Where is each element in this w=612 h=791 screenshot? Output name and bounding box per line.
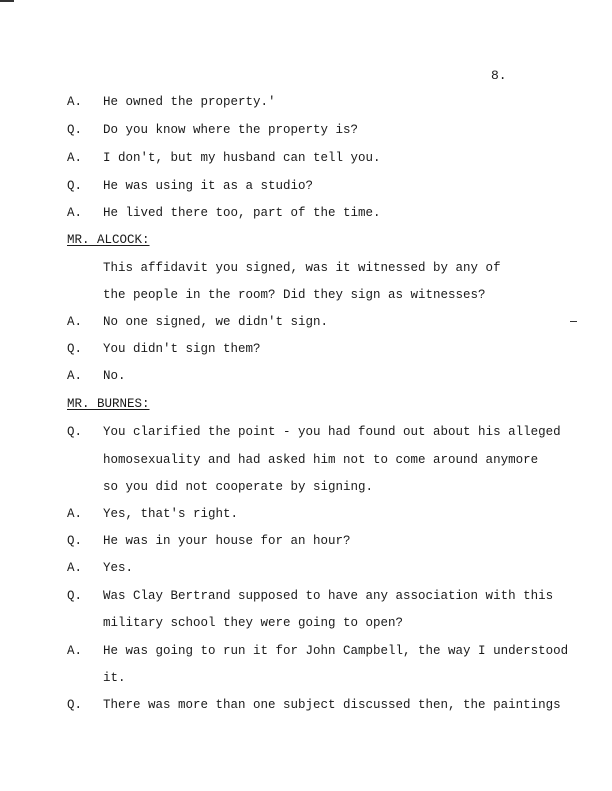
answer-text: I don't, but my husband can tell you.	[103, 151, 381, 165]
question-text: He was in your house for an hour?	[103, 534, 351, 548]
question-text: Do you know where the property is?	[103, 123, 359, 137]
answer-label: A.	[67, 95, 83, 109]
question-label: Q.	[67, 425, 83, 439]
answer-label: A.	[67, 507, 83, 521]
question-label: Q.	[67, 123, 83, 137]
question-text-continued: so you did not cooperate by signing.	[103, 480, 374, 494]
answer-text: He owned the property.'	[103, 95, 276, 109]
answer-text: No one signed, we didn't sign.	[103, 315, 329, 329]
question-text: Was Clay Bertrand supposed to have any association with this	[103, 589, 554, 603]
question-label: Q.	[67, 589, 83, 603]
speaker-heading: MR. ALCOCK:	[67, 233, 150, 247]
answer-label: A.	[67, 206, 83, 220]
answer-text: Yes.	[103, 561, 134, 575]
statement-text: the people in the room? Did they sign as witnesses?	[103, 288, 486, 302]
answer-label: A.	[67, 561, 83, 575]
answer-label: A.	[67, 644, 83, 658]
answer-text: No.	[103, 369, 126, 383]
scan-mark-right	[570, 321, 577, 322]
question-text: There was more than one subject discussed then, the paintings	[103, 698, 561, 712]
page-number: 8.	[491, 68, 507, 83]
question-label: Q.	[67, 342, 83, 356]
question-label: Q.	[67, 179, 83, 193]
answer-text-continued: it.	[103, 671, 126, 685]
answer-text: Yes, that's right.	[103, 507, 239, 521]
question-text-continued: homosexuality and had asked him not to come around anymore	[103, 453, 539, 467]
statement-text: This affidavit you signed, was it witnessed by any of	[103, 261, 501, 275]
answer-label: A.	[67, 315, 83, 329]
question-label: Q.	[67, 698, 83, 712]
question-text: You didn't sign them?	[103, 342, 261, 356]
answer-text: He was going to run it for John Campbell, the way I understood	[103, 644, 569, 658]
question-text: He was using it as a studio?	[103, 179, 314, 193]
question-label: Q.	[67, 534, 83, 548]
question-text: You clarified the point - you had found out about his alleged	[103, 425, 561, 439]
answer-label: A.	[67, 151, 83, 165]
answer-label: A.	[67, 369, 83, 383]
question-text-continued: military school they were going to open?	[103, 616, 404, 630]
scan-mark-top-left	[0, 0, 14, 2]
answer-text: He lived there too, part of the time.	[103, 206, 381, 220]
speaker-heading: MR. BURNES:	[67, 397, 150, 411]
